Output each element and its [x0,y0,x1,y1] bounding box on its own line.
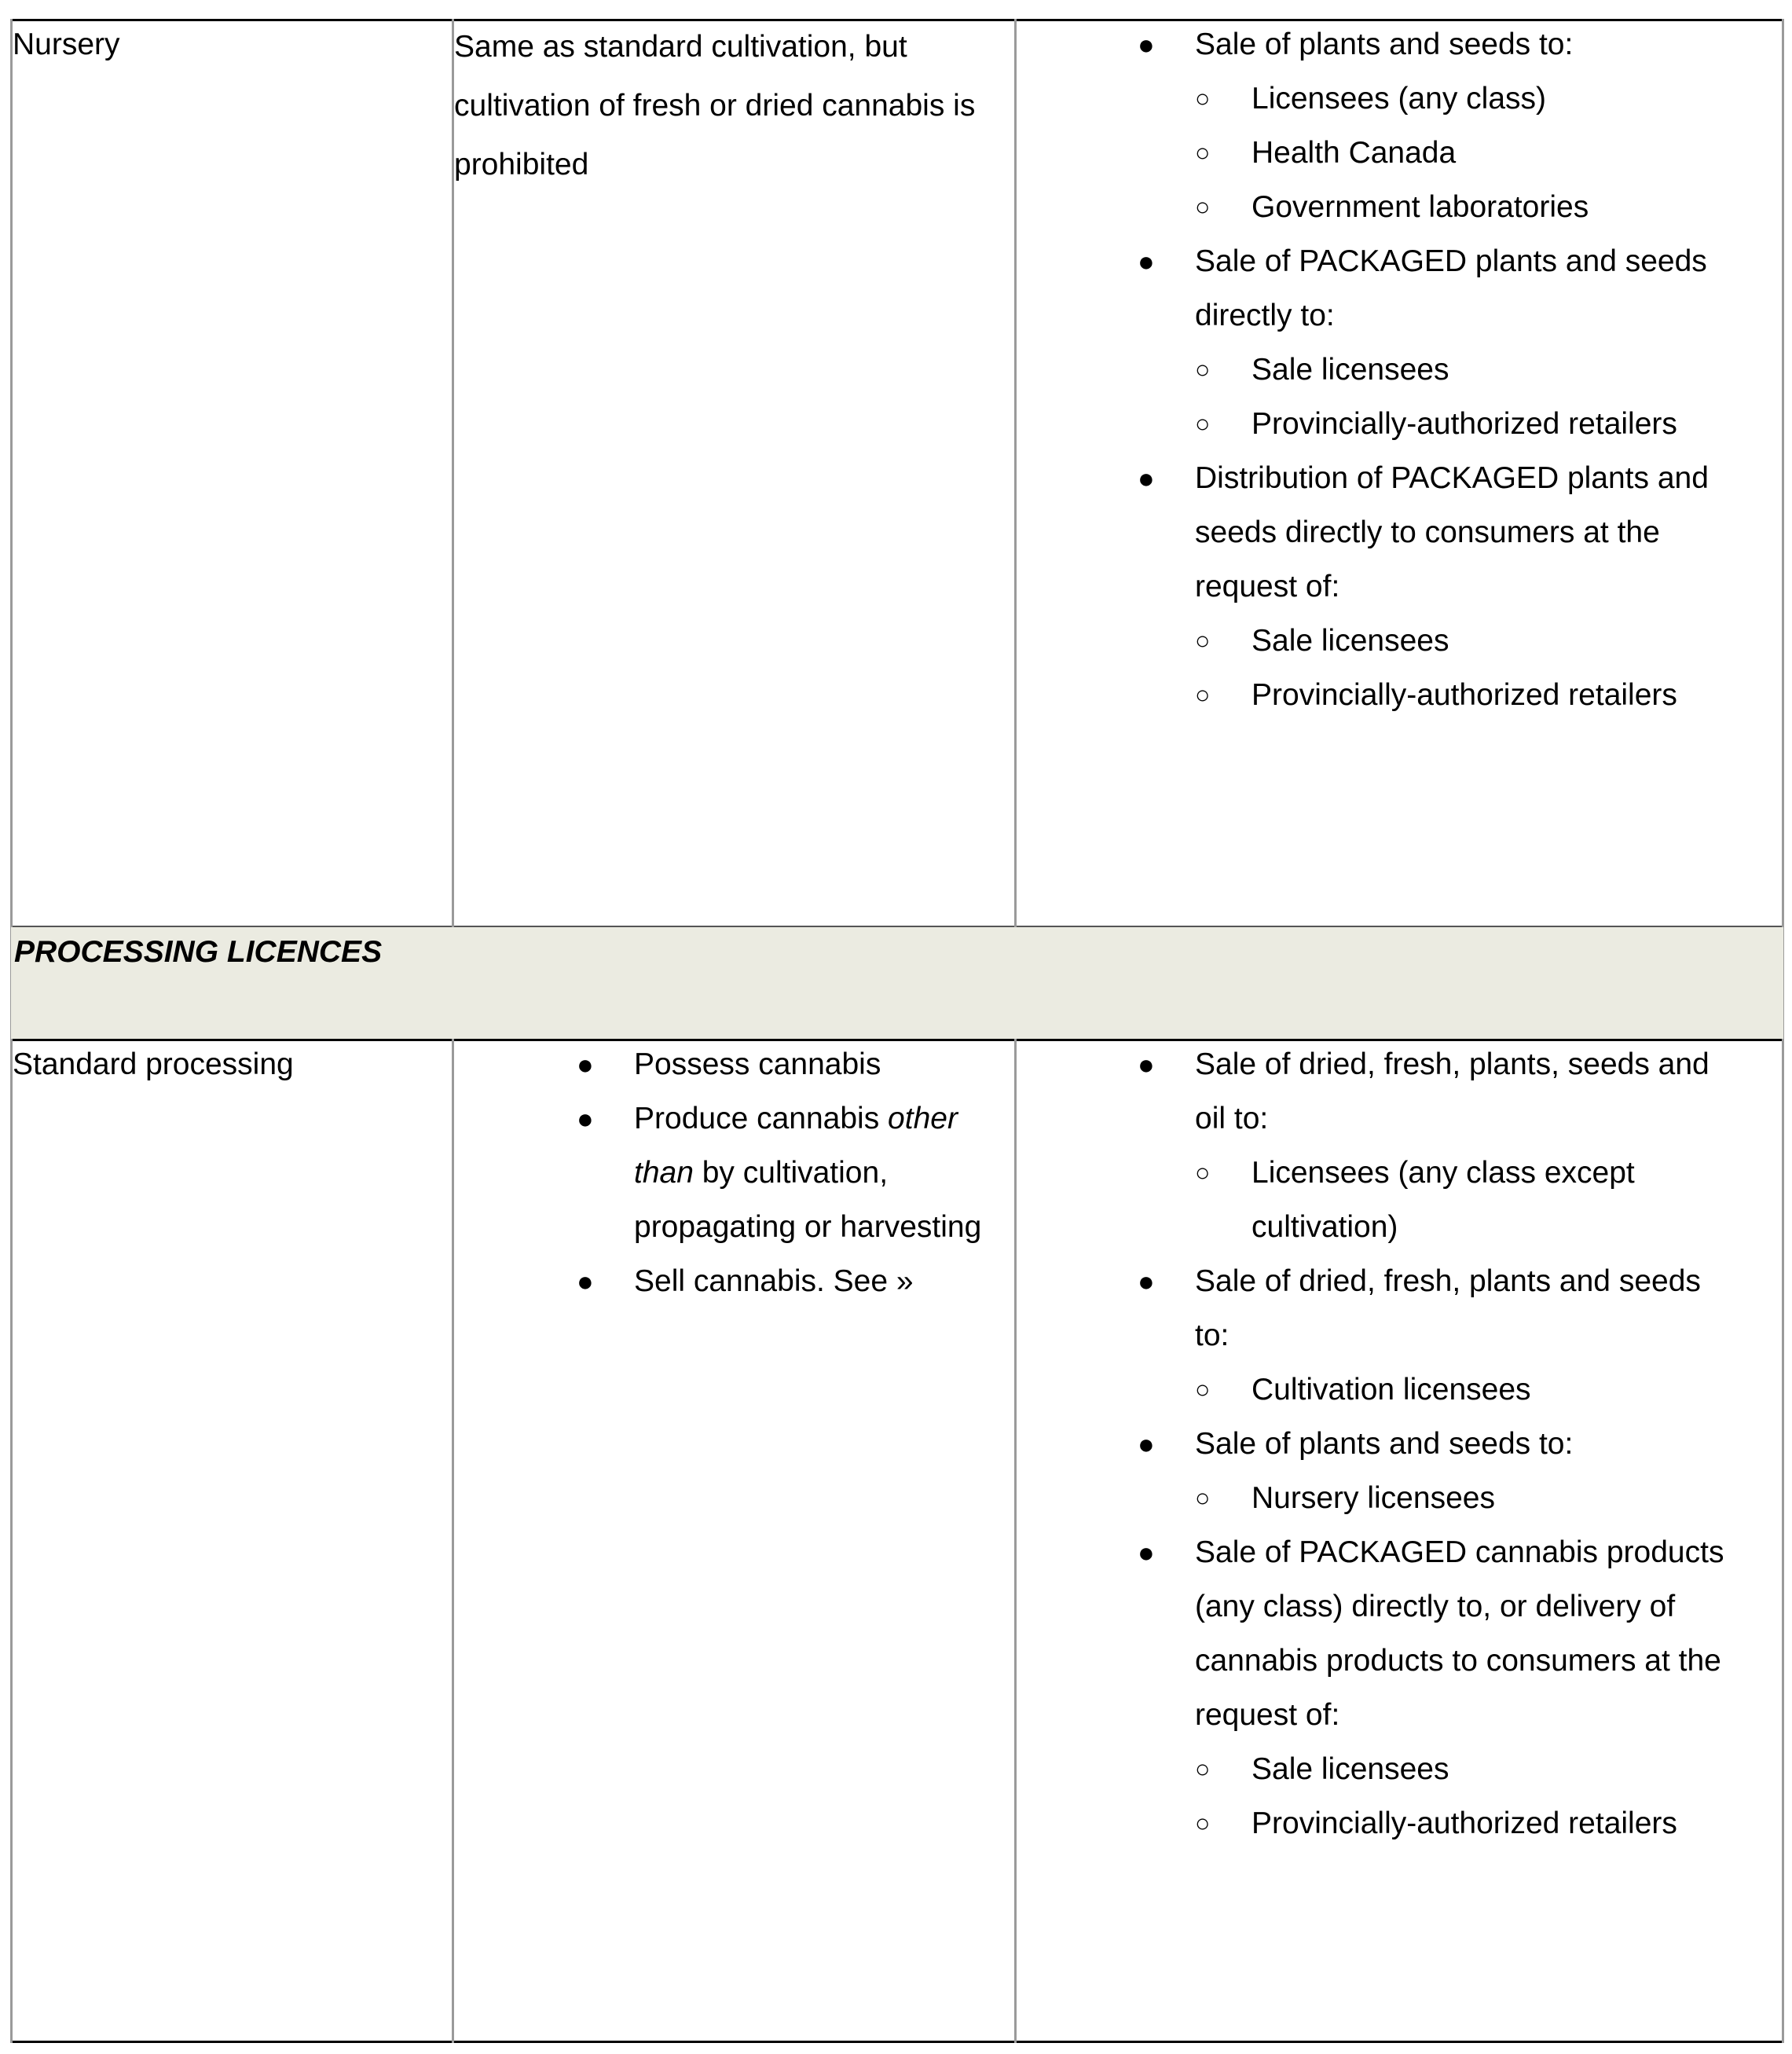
hollow-bullet-icon: ○ [1195,1809,1211,1837]
sub-list-item [1195,614,1709,668]
list-item [577,1037,981,1091]
bullet-icon: ● [1138,1265,1155,1297]
list-item-text: directly to: [1195,299,1335,332]
nursery-sales-list [1138,17,1709,722]
sub-list-item-text: Licensees (any class) [1251,82,1546,116]
sub-list-item [1195,1742,1724,1796]
list-item [1138,451,1709,722]
bullet-icon: ● [577,1048,594,1080]
list-item [577,1091,982,1254]
sub-list-item-text: Government laboratories [1251,190,1589,224]
list-item-text: request of: [1195,1698,1340,1732]
hollow-bullet-icon: ○ [1195,1755,1211,1783]
section-header-title: PROCESSING LICENCES [14,935,383,969]
list-item [1138,1525,1724,1850]
list-item-text: Sale of plants and seeds to: [1195,1427,1574,1461]
list-item-text: Sell cannabis. See » [634,1264,914,1298]
sub-list-item [1195,1471,1724,1525]
col-divider-1-bottom [452,1039,454,2043]
nursery-activities-line: prohibited [454,148,589,182]
hollow-bullet-icon: ○ [1195,1484,1211,1512]
sub-list-item [1195,126,1709,180]
list-item [577,1254,981,1308]
sub-list-item [1195,1363,1724,1417]
col-divider-2-bottom [1014,1039,1017,2043]
list-item-text: Possess cannabis [634,1047,881,1081]
bullet-icon: ● [1138,1536,1155,1568]
sub-list-item-text: Licensees (any class except cultivation) [1251,1156,1635,1244]
hollow-bullet-icon: ○ [1195,680,1211,709]
hollow-bullet-icon: ○ [1195,193,1211,221]
sub-list-item [1195,397,1709,451]
sub-list-item [1195,180,1709,234]
bullet-icon: ● [577,1265,594,1297]
sub-list-item-text: Sale licensees [1251,1752,1449,1786]
list-item-text: request of: [1195,570,1340,603]
hollow-bullet-icon: ○ [1195,138,1211,167]
bullet-icon: ● [577,1102,594,1135]
hollow-bullet-icon: ○ [1195,1158,1211,1187]
sub-list-item-text: Sale licensees [1251,353,1449,387]
list-item-text: Sale of dried, fresh, plants, seeds and [1195,1047,1710,1081]
nursery-activities [454,17,975,194]
list-item-text: oil to: [1195,1102,1269,1135]
nursery-label: Nursery [13,28,120,61]
standard-processing-label: Standard processing [13,1047,294,1081]
list-item-text: Sale of PACKAGED plants and seeds [1195,244,1707,278]
list-item-text: Produce cannabis other than by cultivation, propagating or harvesting [634,1102,982,1244]
sub-list-item [1195,343,1709,397]
sub-list-item-text: Provincially-authorized retailers [1251,1806,1677,1840]
sub-list-item-text: Nursery licensees [1251,1481,1495,1515]
sub-list-item-text: Provincially-authorized retailers [1251,407,1677,441]
bullet-icon: ● [1138,245,1155,277]
col-divider-2-top [1014,19,1017,927]
list-item-text: seeds directly to consumers at the [1195,515,1660,549]
standard-processing-activities-list [577,1037,982,1308]
hollow-bullet-icon: ○ [1195,1375,1211,1403]
bullet-icon: ● [1138,1428,1155,1460]
list-item-text: Sale of PACKAGED cannabis products [1195,1535,1724,1569]
list-item-text: Sale of plants and seeds to: [1195,28,1574,61]
bullet-icon: ● [1138,28,1155,61]
sub-list-item-text: Cultivation licensees [1251,1373,1531,1407]
sub-list-item-text: Health Canada [1251,136,1457,170]
sub-list-item [1195,1796,1724,1850]
list-item [1138,1417,1724,1525]
bullet-icon: ● [1138,462,1155,494]
hollow-bullet-icon: ○ [1195,84,1211,112]
list-item-text: Sale of dried, fresh, plants and seeds [1195,1264,1701,1298]
sub-list-item [1195,1146,1724,1254]
list-item [1138,17,1709,234]
bullet-icon: ● [1138,1048,1155,1080]
hollow-bullet-icon: ○ [1195,355,1211,383]
list-item [1138,234,1709,451]
sub-list-item [1195,72,1709,126]
standard-processing-sales-list [1138,1037,1724,1850]
list-item [1138,1254,1724,1417]
hollow-bullet-icon: ○ [1195,409,1211,438]
nursery-activities-line: Same as standard cultivation, but [454,30,907,64]
sub-list-item-text: Sale licensees [1251,624,1449,658]
list-item-text: cannabis products to consumers at the [1195,1644,1721,1678]
table-bottom-border [10,2041,1784,2043]
sub-list-item [1195,668,1709,722]
list-item [1138,1037,1724,1254]
nursery-activities-line: cultivation of fresh or dried cannabis is [454,89,976,123]
sub-list-item-text: Provincially-authorized retailers [1251,678,1677,712]
list-item-text: Distribution of PACKAGED plants and [1195,461,1709,495]
list-item-text: (any class) directly to, or delivery of [1195,1590,1676,1623]
list-item-text: to: [1195,1319,1229,1352]
hollow-bullet-icon: ○ [1195,626,1211,655]
